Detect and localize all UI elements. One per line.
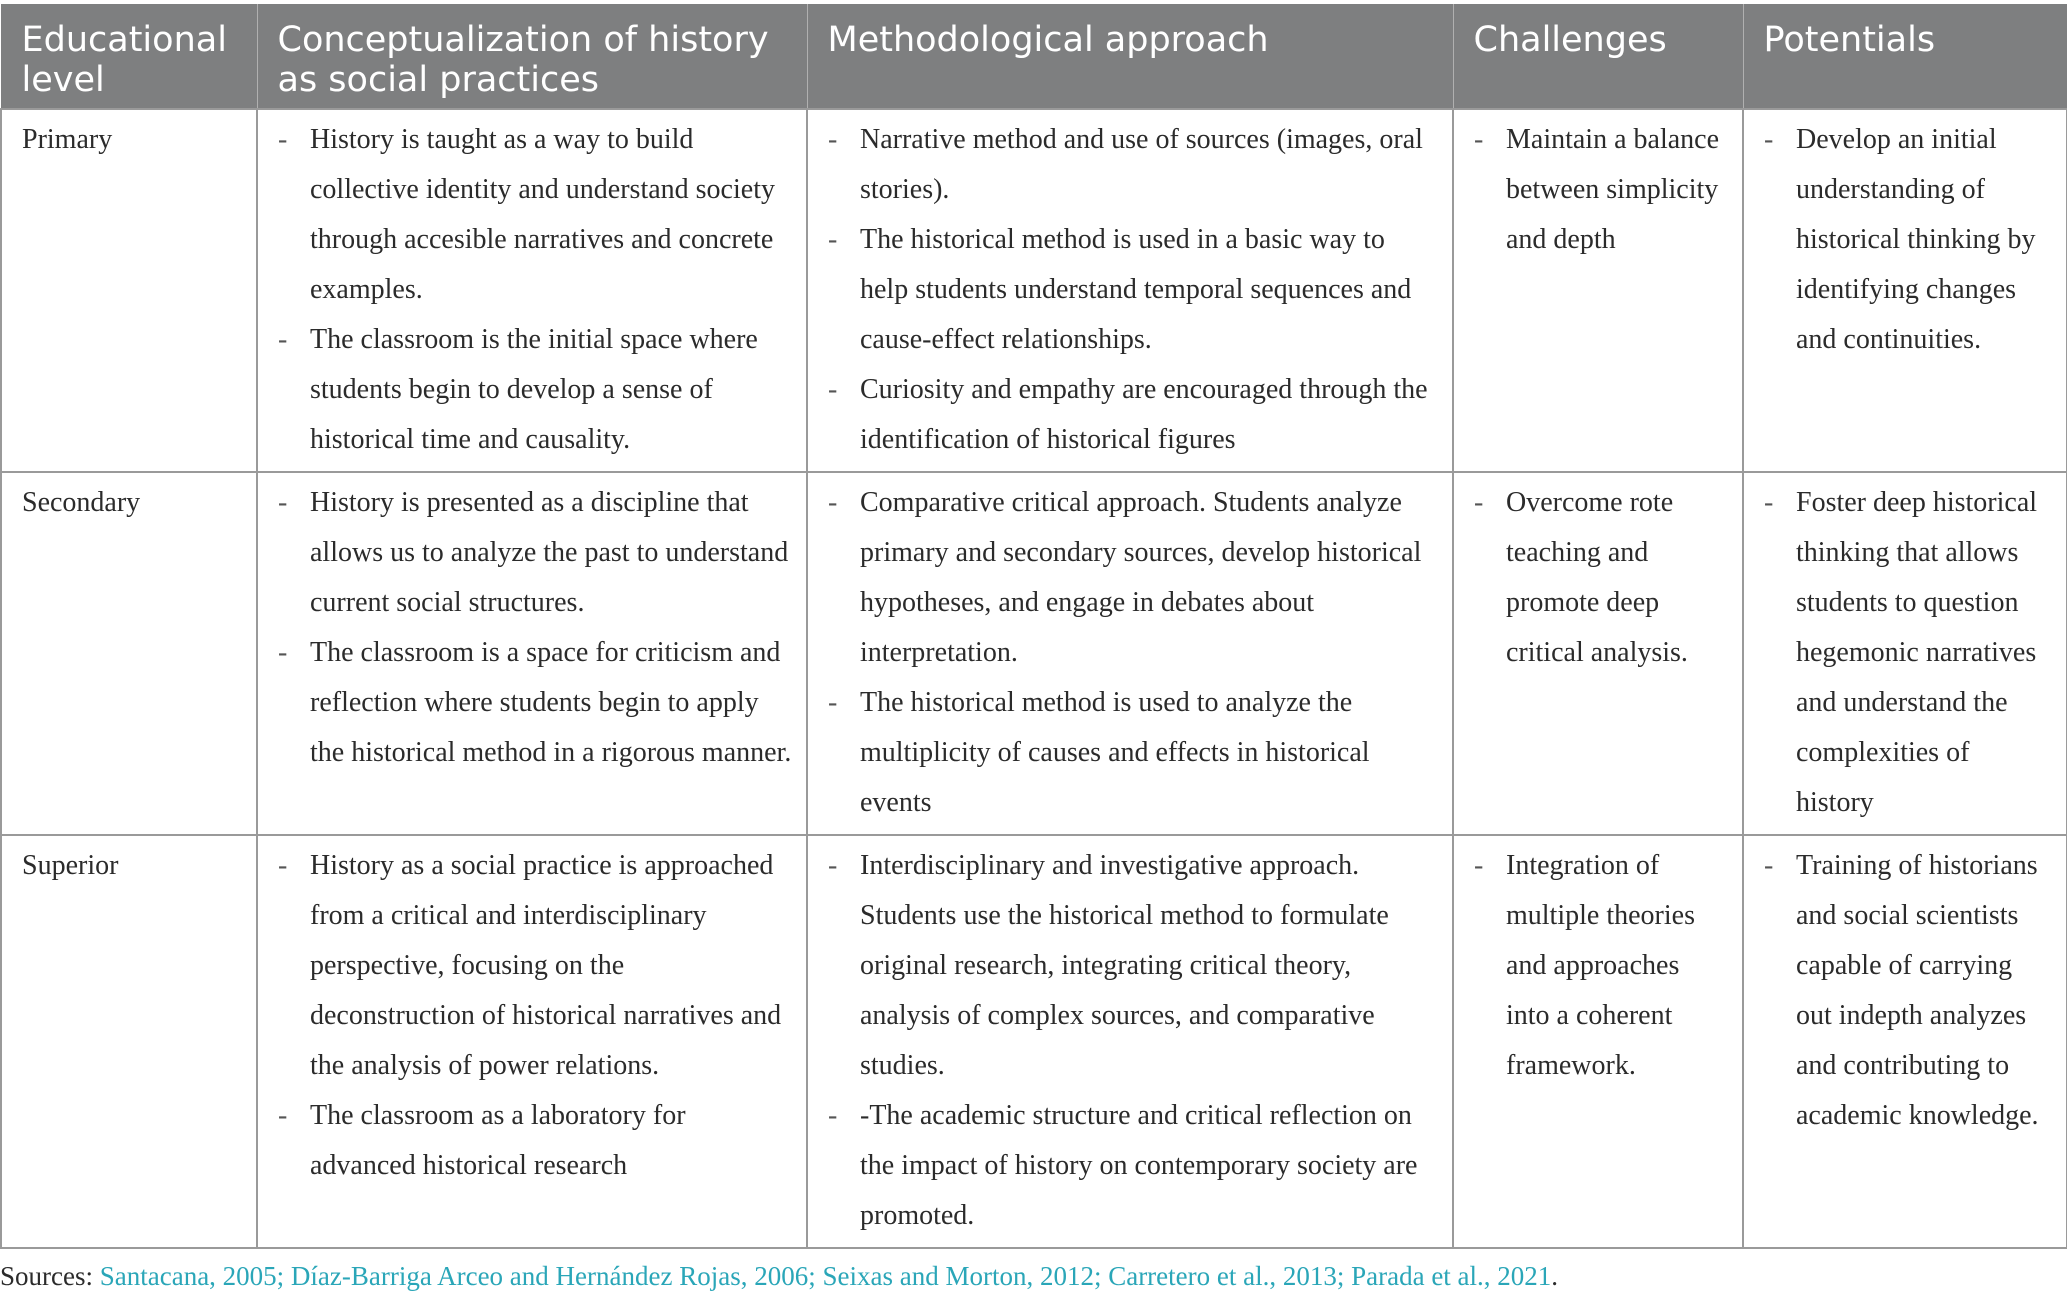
challenges-cell	[1453, 109, 1743, 472]
list-item: - The classroom as a laboratory for advanced historical research	[278, 1091, 792, 1191]
level-cell: Secondary	[1, 472, 257, 835]
list-item: - Comparative critical approach. Students analyze primary and secondary sources, develop historical hypotheses, and engage in debates about interpretation.	[828, 478, 1438, 678]
header-potentials: Potentials	[1743, 4, 2067, 109]
challenges-cell	[1453, 835, 1743, 1248]
list-item: - History is taught as a way to build collective identity and understand society through accesible narratives and concrete examples.	[278, 115, 792, 315]
header-conceptualization: Conceptualization of history as social practices	[257, 4, 807, 109]
methodology-cell	[807, 472, 1453, 835]
methodology-cell	[807, 835, 1453, 1248]
list-item: - Integration of multiple theories and approaches into a coherent framework.	[1474, 841, 1728, 1091]
list-item: - Develop an initial understanding of historical thinking by identifying changes and continuities.	[1764, 115, 2052, 365]
list-item: - The historical method is used to analyze the multiplicity of causes and effects in historical events	[828, 678, 1438, 828]
list-item: - Training of historians and social scientists capable of carrying out indepth analyzes and contributing to academic knowledge.	[1764, 841, 2052, 1141]
conceptualization-cell	[257, 835, 807, 1248]
level-cell: Primary	[1, 109, 257, 472]
list-item: - The historical method is used in a basic way to help students understand temporal sequences and cause-effect relationships.	[828, 215, 1438, 365]
list-item: - Curiosity and empathy are encouraged through the identification of historical figures	[828, 365, 1438, 465]
list-item: - Overcome rote teaching and promote deep critical analysis.	[1474, 478, 1728, 678]
conceptualization-cell	[257, 472, 807, 835]
comparison-table	[0, 4, 2067, 1249]
list-item: - Interdisciplinary and investigative approach. Students use the historical method to formulate original research, integrating critical theory, analysis of complex sources, and comparative studies.	[828, 841, 1438, 1091]
level-cell: Superior	[1, 835, 257, 1248]
list-item: - Foster deep historical thinking that allows students to question hegemonic narratives and understand the complexities of history	[1764, 478, 2052, 828]
table-row	[1, 472, 2067, 835]
list-item: - History as a social practice is approached from a critical and interdisciplinary perspective, focusing on the deconstruction of historical narratives and the analysis of power relations.	[278, 841, 792, 1091]
table-row	[1, 109, 2067, 472]
header-row	[1, 4, 2067, 109]
table-container	[0, 4, 2067, 1249]
header-methodological-approach: Methodological approach	[807, 4, 1453, 109]
list-item: - Maintain a balance between simplicity and depth	[1474, 115, 1728, 265]
list-item: - The classroom is the initial space where students begin to develop a sense of historical time and causality.	[278, 315, 792, 465]
list-item: - -The academic structure and critical reflection on the impact of history on contemporary society are promoted.	[828, 1091, 1438, 1241]
challenges-cell	[1453, 472, 1743, 835]
sources-citations-link[interactable]: Santacana, 2005; Díaz-Barriga Arceo and Hernández Rojas, 2006; Seixas and Morton, 2012; Carretero et al., 2013; Parada et al., 2021	[99, 1261, 1552, 1291]
sources-footnote	[0, 1258, 1558, 1294]
table-row	[1, 835, 2067, 1248]
potentials-cell	[1743, 472, 2067, 835]
methodology-cell	[807, 109, 1453, 472]
potentials-cell	[1743, 835, 2067, 1248]
potentials-cell	[1743, 109, 2067, 472]
header-educational-level: Educational level	[1, 4, 257, 109]
header-challenges: Challenges	[1453, 4, 1743, 109]
conceptualization-cell	[257, 109, 807, 472]
list-item: - The classroom is a space for criticism and reflection where students begin to apply the historical method in a rigorous manner.	[278, 628, 792, 778]
sources-end: .	[1551, 1261, 1559, 1291]
sources-label: Sources:	[0, 1261, 100, 1291]
list-item: - History is presented as a discipline that allows us to analyze the past to understand current social structures.	[278, 478, 792, 628]
list-item: - Narrative method and use of sources (images, oral stories).	[828, 115, 1438, 215]
